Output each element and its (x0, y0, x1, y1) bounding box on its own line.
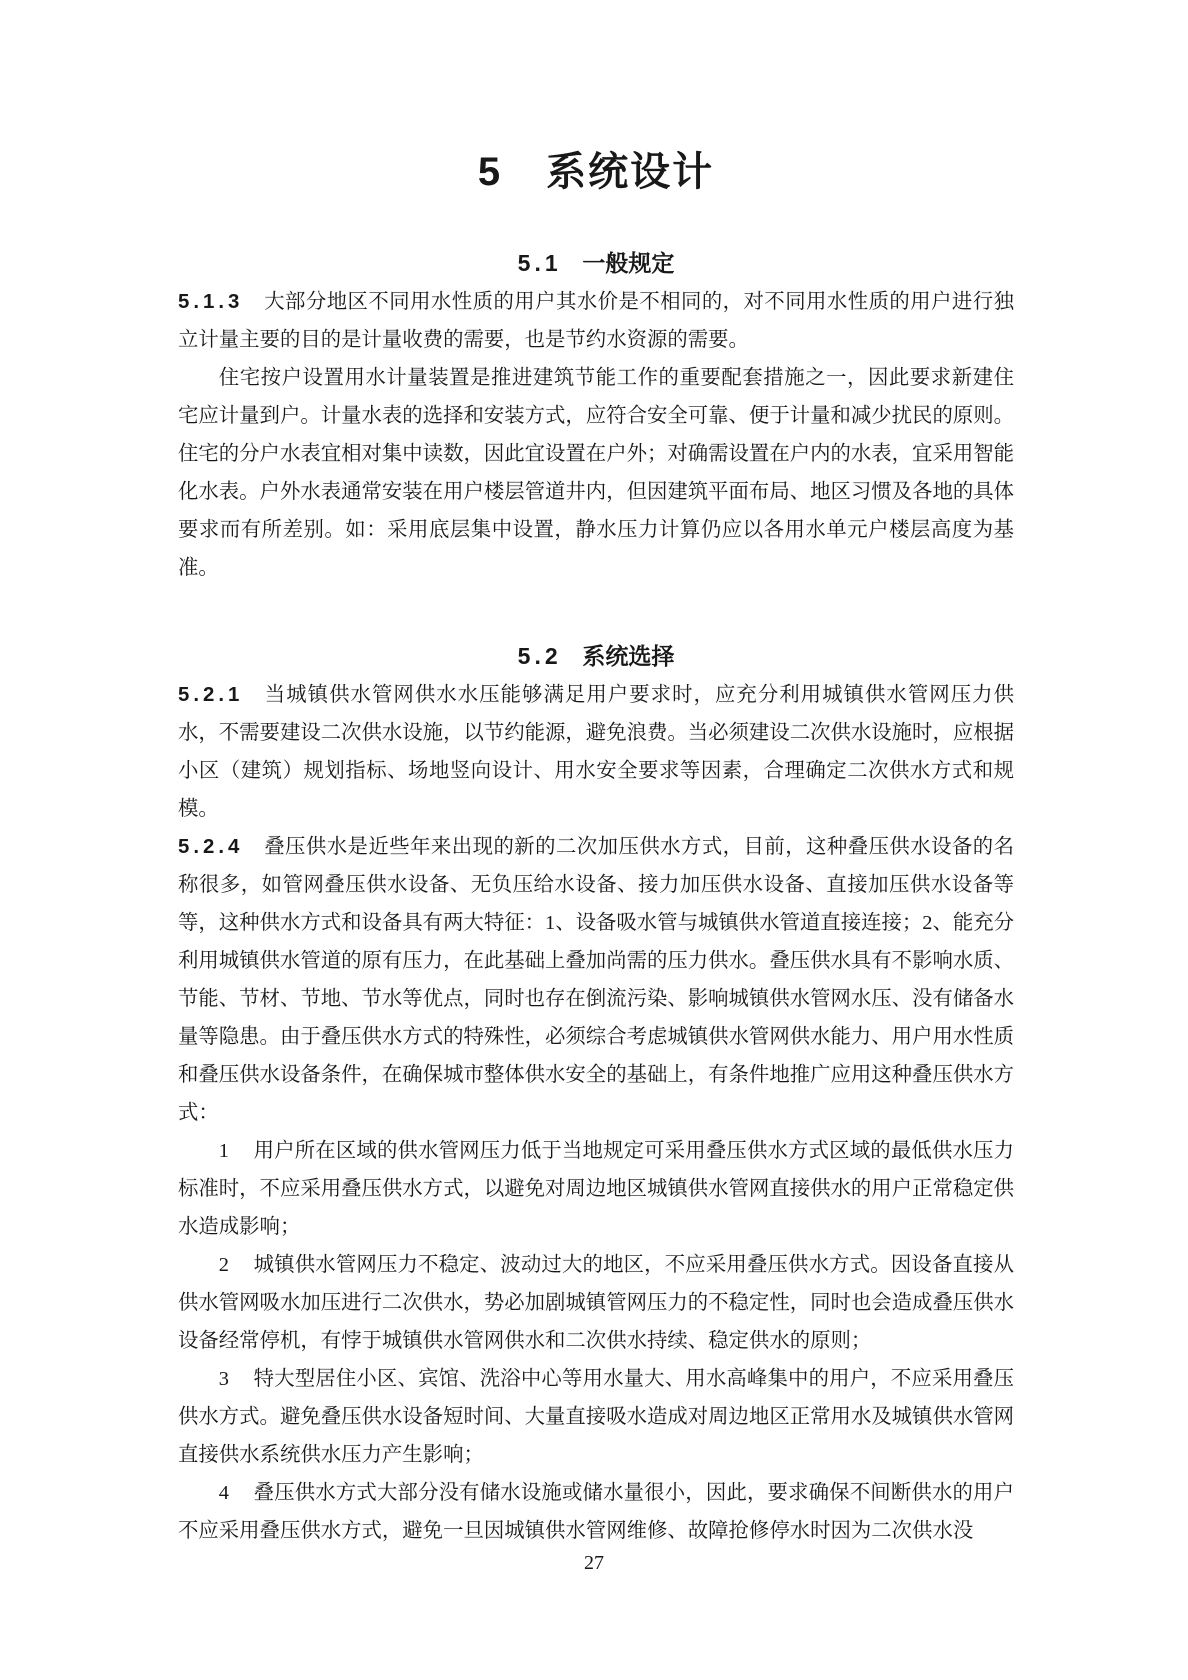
paragraph-housing-metering (178, 359, 1014, 587)
section-number: 5.1 (517, 250, 562, 276)
page-content (178, 150, 1014, 1550)
list-item-2 (178, 1246, 1014, 1360)
section-title-text: 系统选择 (582, 643, 675, 669)
item-number: 3 (218, 1368, 229, 1390)
item-text: 叠压供水方式大部分没有储水设施或储水量很小，因此，要求确保不间断供水的用户不应采用叠压供水方式，避免一旦因城镇供水管网维修、故障抢修停水时因为二次供水没 (178, 1482, 1014, 1542)
item-number: 1 (218, 1140, 229, 1162)
section-heading-5-1 (178, 249, 1014, 277)
clause-label: 5.2.4 (178, 836, 244, 858)
chapter-number: 5 (477, 150, 503, 194)
clause-5-2-1 (178, 676, 1014, 828)
section-title-text: 一般规定 (582, 250, 675, 276)
paragraph-text: 住宅按户设置用水计量装置是推进建筑节能工作的重要配套措施之一，因此要求新建住宅应计量到户。计量水表的选择和安装方式，应符合安全可靠、便于计量和减少扰民的原则。住宅的分户水表宜相对集中读数，因此宜设置在户外；对确需设置在户内的水表，宜采用智能化水表。户外水表通常安装在用户楼层管道井内，但因建筑平面布局、地区习惯及各地的具体要求而有所差别。如：采用底层集中设置，静水压力计算仍应以各用水单元户楼层高度为基准。 (178, 367, 1015, 579)
clause-label: 5.1.3 (178, 291, 244, 313)
item-text: 城镇供水管网压力不稳定、波动过大的地区，不应采用叠压供水方式。因设备直接从供水管网吸水加压进行二次供水，势必加剧城镇管网压力的不稳定性，同时也会造成叠压供水设备经常停机，有悖于城镇供水管网供水和二次供水持续、稳定供水的原则； (178, 1254, 1015, 1352)
item-number: 4 (218, 1482, 229, 1504)
clause-5-2-4 (178, 828, 1014, 1132)
item-text: 用户所在区域的供水管网压力低于当地规定可采用叠压供水方式区域的最低供水压力标准时，不应采用叠压供水方式，以避免对周边地区城镇供水管网直接供水的用户正常稳定供水造成影响； (178, 1140, 1015, 1238)
list-item-3 (178, 1360, 1014, 1474)
section-number: 5.2 (517, 643, 562, 669)
item-text: 特大型居住小区、宾馆、洗浴中心等用水量大、用水高峰集中的用户，不应采用叠压供水方式。避免叠压供水设备短时间、大量直接吸水造成对周边地区正常用水及城镇供水管网直接供水系统供水压力产生影响； (178, 1368, 1015, 1466)
page-number: 27 (584, 1552, 604, 1574)
item-number: 2 (218, 1254, 229, 1276)
clause-text: 当城镇供水管网供水水压能够满足用户要求时，应充分利用城镇供水管网压力供水，不需要建设二次供水设施，以节约能源，避免浪费。当必须建设二次供水设施时，应根据小区（建筑）规划指标、场地竖向设计、用水安全要求等因素，合理确定二次供水方式和规模。 (178, 684, 1015, 820)
clause-label: 5.2.1 (178, 684, 244, 706)
clause-text: 大部分地区不同用水性质的用户其水价是不相同的，对不同用水性质的用户进行独立计量主要的目的是计量收费的需要，也是节约水资源的需要。 (178, 291, 1014, 351)
clause-text: 叠压供水是近些年来出现的新的二次加压供水方式，目前，这种叠压供水设备的名称很多，如管网叠压供水设备、无负压给水设备、接力加压供水设备、直接加压供水设备等等，这种供水方式和设备具有两大特征：1、设备吸水管与城镇供水管道直接连接；2、能充分利用城镇供水管道的原有压力，在此基础上叠加尚需的压力供水。叠压供水具有不影响水质、节能、节材、节地、节水等优点，同时也存在倒流污染、影响城镇供水管网水压、没有储备水量等隐患。由于叠压供水方式的特殊性，必须综合考虑城镇供水管网供水能力、用户用水性质和叠压供水设备条件，在确保城市整体供水安全的基础上，有条件地推广应用这种叠压供水方式： (178, 836, 1015, 1124)
list-item-4 (178, 1474, 1014, 1550)
section-heading-5-2 (178, 642, 1014, 670)
clause-5-1-3 (178, 283, 1014, 359)
list-item-1 (178, 1132, 1014, 1246)
chapter-title-text: 系统设计 (546, 150, 715, 194)
chapter-title (178, 150, 1014, 194)
